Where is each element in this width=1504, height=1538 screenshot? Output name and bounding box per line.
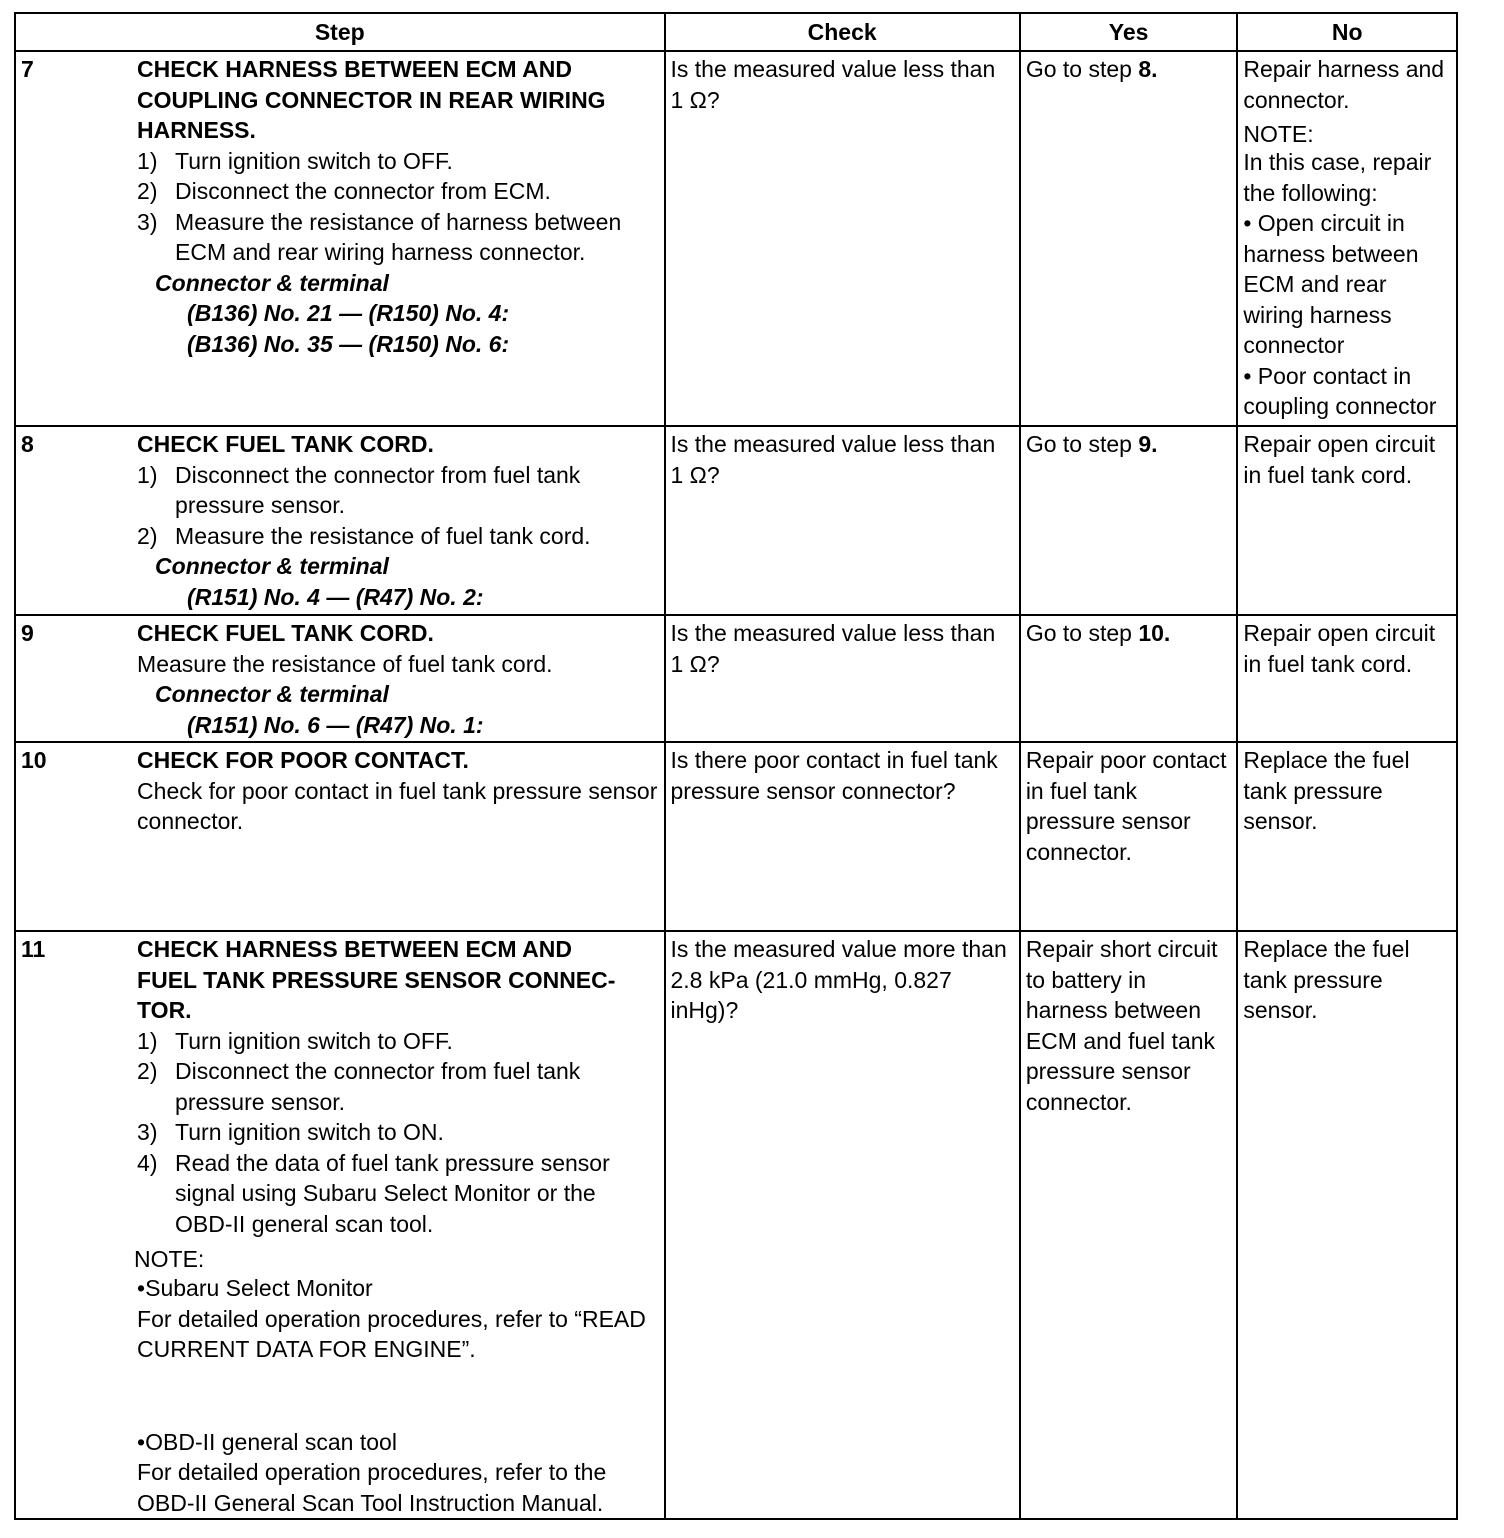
yes-step-link: 9.	[1138, 431, 1158, 457]
sub-step-text: Read the data of fuel tank pressure sensor signal using Subaru Select Monitor or the OBD-II general scan tool.	[175, 1149, 610, 1237]
step-title-line: CHECK HARNESS BETWEEN ECM AND	[137, 56, 572, 82]
step-cell	[132, 51, 664, 426]
yes-cell	[1020, 426, 1238, 615]
step-cell	[132, 426, 664, 615]
sub-step	[137, 1117, 658, 1148]
yes-text: Go to step	[1025, 56, 1139, 82]
note-label: NOTE:	[1243, 121, 1314, 147]
sub-step	[137, 146, 658, 177]
yes-cell	[1020, 51, 1238, 426]
connector-terminal-label: Connector & terminal	[155, 269, 389, 296]
step-number: 11	[15, 931, 132, 1519]
step-title-line: COUPLING CONNECTOR IN REAR WIRING	[137, 86, 606, 113]
sub-step-text: Disconnect the connector from ECM.	[175, 178, 551, 204]
note-obd: •OBD-II general scan tool	[137, 1428, 397, 1455]
check-cell: Is the measured value more than 2.8 kPa (21.0 mmHg, 0.827 inHg)?	[665, 931, 1020, 1519]
check-cell: Is the measured value less than 1 Ω?	[665, 615, 1020, 742]
step-number: 9	[15, 615, 132, 742]
note-text: In this case, repair the following:	[1243, 149, 1432, 206]
sub-step-label: 2)	[137, 178, 158, 204]
step-number: 7	[15, 51, 132, 426]
step-title-line: FUEL TANK PRESSURE SENSOR CONNEC-	[137, 966, 616, 993]
step-cell	[132, 742, 664, 931]
sub-step	[137, 207, 658, 268]
note-ssm: •Subaru Select Monitor	[137, 1275, 373, 1301]
terminal-spec: (B136) No. 35 — (R150) No. 6:	[187, 330, 510, 357]
table-row-8	[15, 426, 1457, 615]
no-cell: Repair open circuit in fuel tank cord.	[1237, 615, 1457, 742]
header-no: No	[1237, 13, 1457, 51]
header-yes: Yes	[1020, 13, 1238, 51]
sub-step-text: Disconnect the connector from fuel tank pressure sensor.	[175, 1058, 581, 1115]
no-cell	[1237, 51, 1457, 426]
sub-step	[137, 1026, 658, 1057]
step-number: 8	[15, 426, 132, 615]
table-row-10	[15, 742, 1457, 931]
spacer	[137, 1365, 658, 1427]
sub-step-label: 1)	[137, 147, 158, 174]
terminal-spec: (R151) No. 6 — (R47) No. 1:	[187, 711, 484, 738]
terminal-spec: (R151) No. 4 — (R47) No. 2:	[187, 583, 484, 610]
yes-text: Go to step	[1025, 431, 1139, 457]
no-cell: Replace the fuel tank pressure sensor.	[1237, 742, 1457, 931]
sub-step-label: 3)	[137, 208, 158, 235]
sub-step-text: Measure the resistance of harness between ECM and rear wiring harness connector.	[175, 208, 622, 265]
sub-step	[137, 460, 658, 521]
diagnostic-table	[14, 12, 1458, 1520]
step-title: CHECK FUEL TANK CORD.	[137, 431, 434, 457]
step-number: 10	[15, 742, 132, 931]
note-obd-text: For detailed operation procedures, refer to the OBD-II General Scan Tool Instruction Manual.	[137, 1459, 607, 1516]
check-cell: Is the measured value less than 1 Ω?	[665, 51, 1020, 426]
step-text: Check for poor contact in fuel tank pressure sensor connector.	[137, 777, 658, 834]
sub-step-label: 4)	[137, 1149, 158, 1176]
table-row-9	[15, 615, 1457, 742]
sub-step-label: 1)	[137, 1027, 158, 1054]
sub-step-text: Turn ignition switch to OFF.	[175, 1027, 453, 1054]
step-cell	[132, 931, 664, 1519]
sub-step-label: 3)	[137, 1119, 158, 1145]
sub-step	[137, 176, 658, 207]
yes-cell: Repair short circuit to battery in harness between ECM and fuel tank pressure sensor connector.	[1020, 931, 1238, 1519]
terminal-spec: (B136) No. 21 — (R150) No. 4:	[187, 300, 510, 326]
header-check: Check	[665, 13, 1020, 51]
note-label: NOTE:	[134, 1246, 205, 1272]
step-title: CHECK FOR POOR CONTACT.	[137, 747, 469, 773]
no-cell: Repair open circuit in fuel tank cord.	[1237, 426, 1457, 615]
sub-step-text: Turn ignition switch to ON.	[175, 1119, 444, 1145]
step-title: CHECK FUEL TANK CORD.	[137, 620, 434, 646]
sub-step-label: 2)	[137, 1058, 158, 1084]
step-title-line: TOR.	[137, 997, 192, 1023]
step-text: Measure the resistance of fuel tank cord.	[137, 650, 553, 677]
header-row	[15, 13, 1457, 51]
sub-step	[137, 1148, 658, 1240]
sub-step-text: Turn ignition switch to OFF.	[175, 147, 453, 174]
yes-text: Go to step	[1025, 620, 1139, 646]
yes-cell	[1020, 615, 1238, 742]
step-title-line: CHECK HARNESS BETWEEN ECM AND	[137, 936, 572, 962]
note-bullet: • Open circuit in harness between ECM and rear wiring harness connector	[1243, 210, 1419, 358]
table-row-11	[15, 931, 1457, 1519]
connector-terminal-label: Connector & terminal	[155, 681, 389, 707]
yes-step-link: 10.	[1138, 620, 1171, 646]
check-cell: Is there poor contact in fuel tank pressure sensor connector?	[665, 742, 1020, 931]
sub-step-text: Disconnect the connector from fuel tank pressure sensor.	[175, 461, 581, 518]
yes-cell: Repair poor contact in fuel tank pressure sensor connector.	[1020, 742, 1238, 931]
check-cell: Is the measured value less than 1 Ω?	[665, 426, 1020, 615]
table-row-7	[15, 51, 1457, 426]
sub-step	[137, 521, 658, 552]
step-title-line: HARNESS.	[137, 117, 256, 143]
no-text: Repair harness and connector.	[1243, 56, 1445, 113]
yes-step-link: 8.	[1138, 56, 1158, 82]
header-step: Step	[15, 13, 665, 51]
sub-step-text: Measure the resistance of fuel tank cord.	[175, 522, 591, 549]
connector-terminal-label: Connector & terminal	[155, 553, 389, 579]
note-ssm-text: For detailed operation procedures, refer to “READ CURRENT DATA FOR ENGINE”.	[137, 1305, 646, 1362]
no-cell: Replace the fuel tank pressure sensor.	[1237, 931, 1457, 1519]
note-bullet: • Poor contact in coupling connector	[1243, 362, 1437, 419]
sub-step	[137, 1056, 658, 1117]
sub-step-label: 1)	[137, 461, 158, 488]
step-cell	[132, 615, 664, 742]
sub-step-label: 2)	[137, 522, 158, 549]
